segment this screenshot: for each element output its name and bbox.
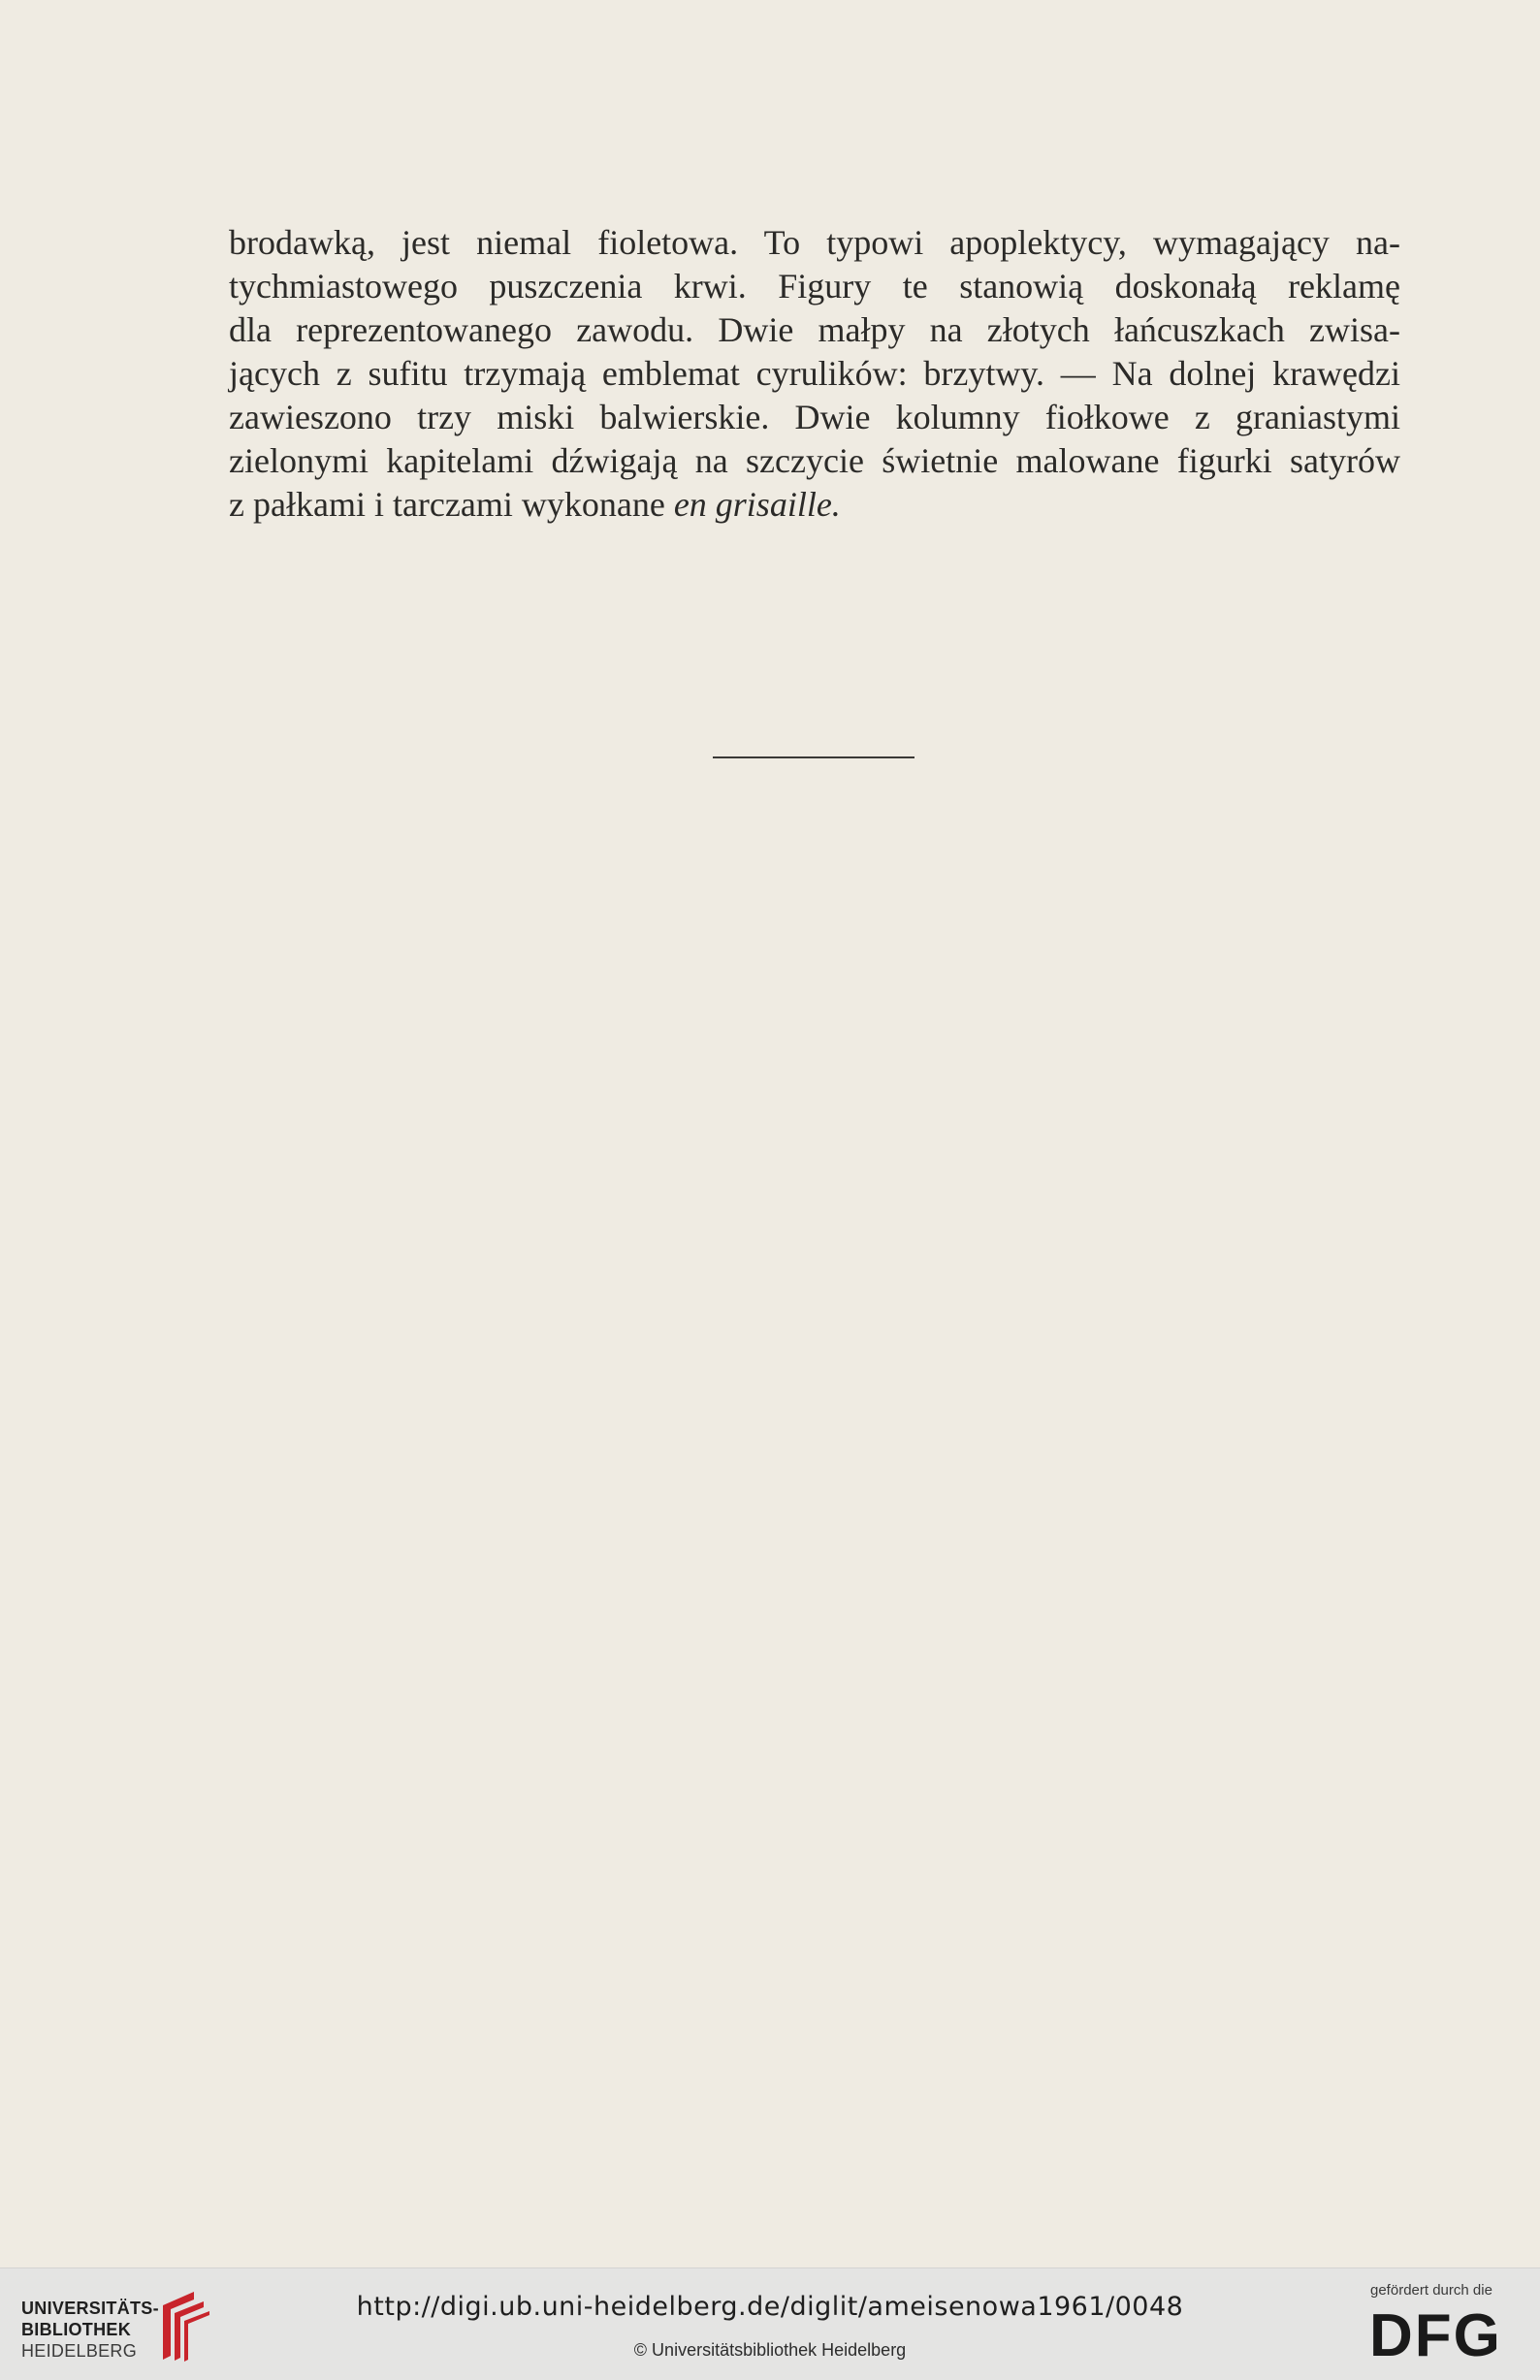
italic-phrase: en grisaille.: [673, 485, 841, 524]
dfg-logo-icon: [1367, 2301, 1523, 2364]
body-paragraph: [229, 221, 1400, 527]
text-line: jących z sufitu trzymają emblemat cyrulików: brzytwy. — Na dolnej krawędzi: [229, 354, 1400, 393]
text-line: brodawką, jest niemal fioletowa. To typowi apoplektycy, wymagający na-: [229, 223, 1400, 262]
section-divider: [713, 756, 914, 758]
text-line-last: [229, 483, 1400, 527]
library-name-line: HEIDELBERG: [21, 2341, 138, 2361]
library-name-line: BIBLIOTHEK: [21, 2320, 131, 2339]
funded-by-label: gefördert durch die: [1370, 2282, 1492, 2299]
library-name-line: UNIVERSITÄTS-: [21, 2299, 159, 2318]
footer-bar: [0, 2267, 1540, 2380]
dfg-logo-text: DFG: [1369, 2302, 1502, 2364]
text-line: zielonymi kapitelami dźwigają na szczycie świetnie malowane figurki satyrów: [229, 441, 1400, 480]
copyright-notice: © Universitätsbibliothek Heidelberg: [633, 2340, 907, 2360]
text-line: tychmiastowego puszczenia krwi. Figury te stanowią doskonałą reklamę: [229, 267, 1400, 306]
text-line: dla reprezentowanego zawodu. Dwie małpy na złotych łańcuszkach zwisa-: [229, 310, 1400, 349]
text-line-last-plain: z pałkami i tarczami wykonane: [229, 485, 674, 524]
permalink-url[interactable]: http://digi.ub.uni-heidelberg.de/diglit/ameisenowa1961/0048: [356, 2292, 1184, 2322]
text-line: zawieszono trzy miski balwierskie. Dwie kolumny fiołkowe z graniastymi: [229, 398, 1400, 436]
